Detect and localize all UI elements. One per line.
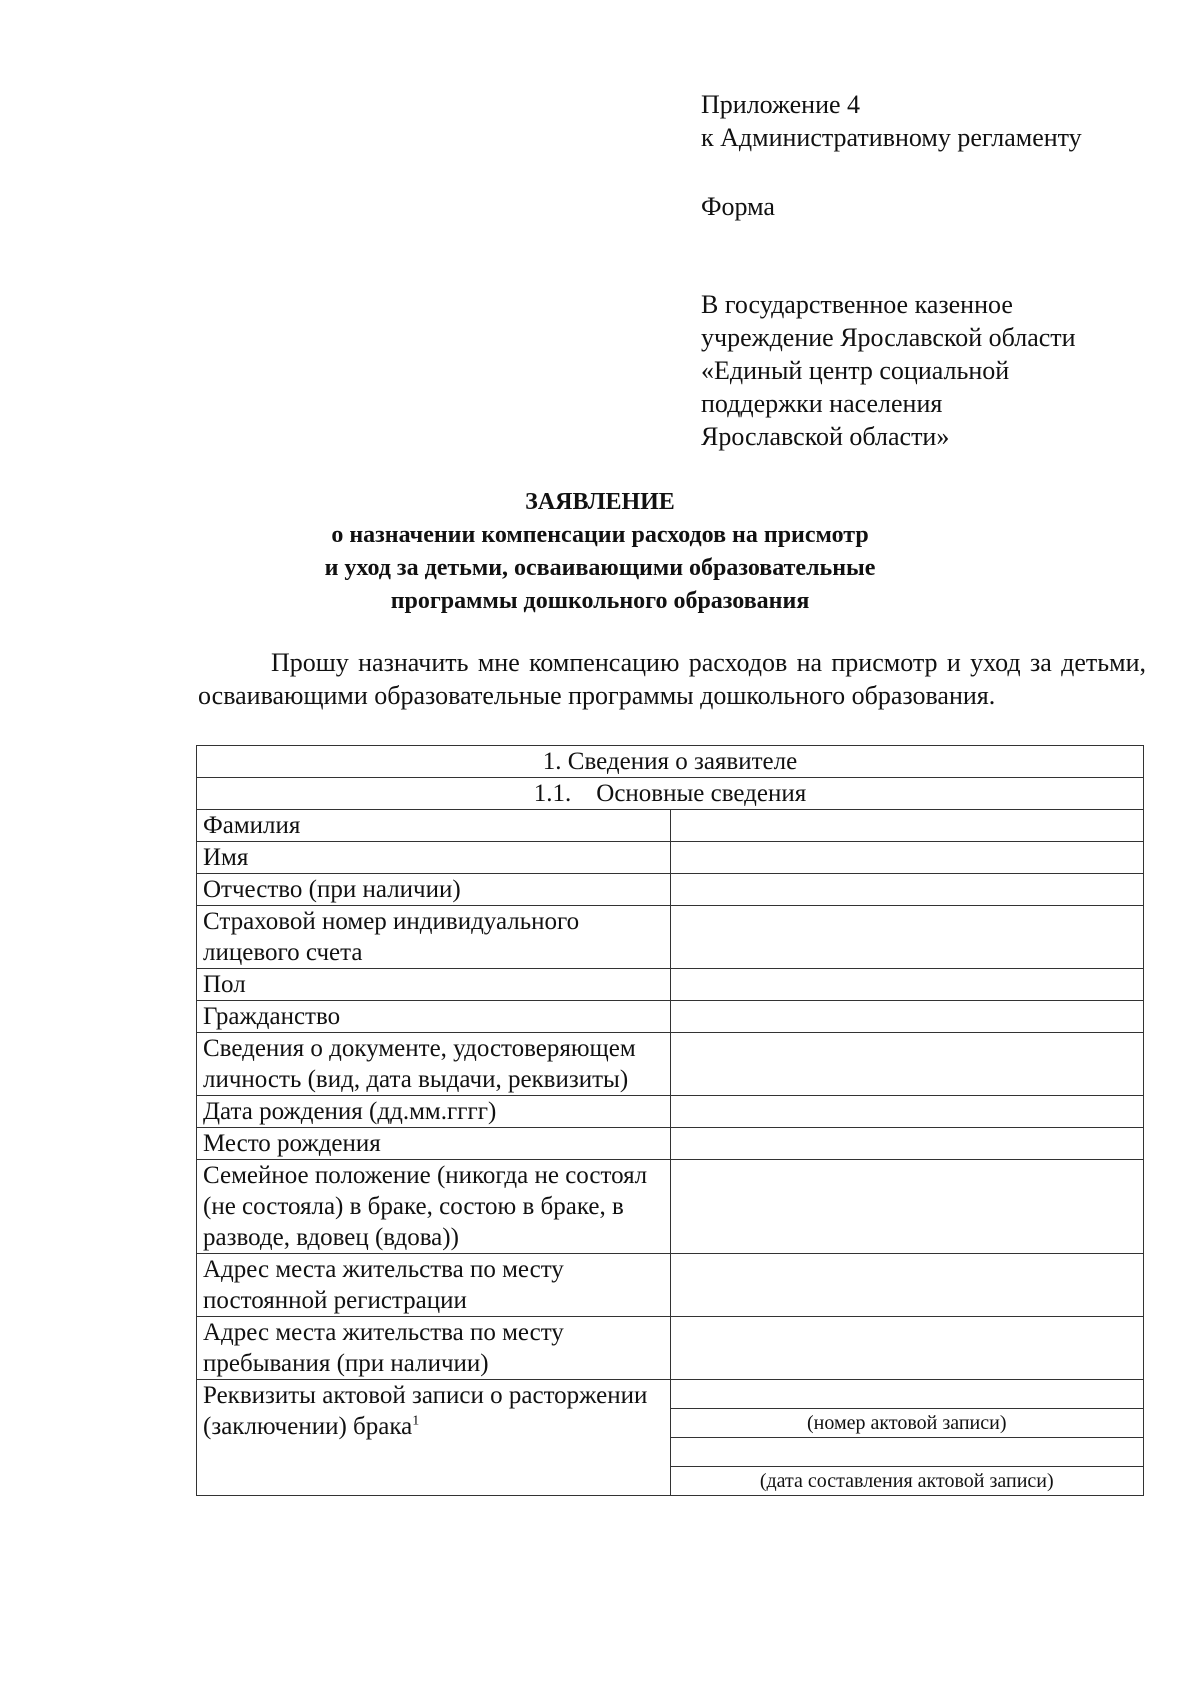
applicant-info-table (196, 745, 1144, 1496)
table-row (197, 778, 1144, 810)
appendix-number: Приложение 4 (701, 90, 861, 119)
appendix-regulation: к Административному регламенту (701, 123, 1082, 152)
marriage-record-label (197, 1380, 671, 1496)
field-value[interactable] (670, 1033, 1144, 1096)
field-value[interactable] (670, 874, 1144, 906)
request-paragraph: Прошу назначить мне компенсацию расходов на присмотр и уход за детьми, осваивающими образовательные программы дошкольного образования. (198, 648, 1146, 710)
field-value[interactable] (670, 1160, 1144, 1254)
field-label: Имя (197, 842, 671, 874)
table-row (197, 842, 1144, 874)
field-label: Адрес места жительства по месту пребывания (при наличии) (197, 1317, 671, 1380)
record-date-field[interactable] (670, 1438, 1144, 1467)
record-number-field[interactable] (670, 1380, 1144, 1409)
field-label: Пол (197, 969, 671, 1001)
table-row (197, 1001, 1144, 1033)
document-title (180, 486, 1020, 618)
field-value[interactable] (670, 906, 1144, 969)
record-date-caption: (дата составления актовой записи) (670, 1467, 1144, 1496)
field-value[interactable] (670, 1096, 1144, 1128)
field-label: Гражданство (197, 1001, 671, 1033)
table-row (197, 1128, 1144, 1160)
table-row (197, 1380, 1144, 1409)
table-row (197, 969, 1144, 1001)
addressee-line: учреждение Ярославской области (701, 323, 1076, 352)
table-row (197, 874, 1144, 906)
field-label: Сведения о документе, удостоверяющем личность (вид, дата выдачи, реквизиты) (197, 1033, 671, 1096)
title-heading: ЗАЯВЛЕНИЕ (525, 489, 675, 515)
field-label: Реквизиты актовой записи о расторжении (заключении) брака (203, 1382, 648, 1440)
field-label: Дата рождения (дд.мм.гггг) (197, 1096, 671, 1128)
title-line: и уход за детьми, осваивающими образовательные (324, 555, 876, 581)
field-value[interactable] (670, 1254, 1144, 1317)
field-value[interactable] (670, 810, 1144, 842)
form-label: Форма (701, 192, 775, 221)
addressee-line: В государственное казенное (701, 290, 1013, 319)
field-label: Отчество (при наличии) (197, 874, 671, 906)
field-value[interactable] (670, 1128, 1144, 1160)
field-label: Место рождения (197, 1128, 671, 1160)
record-number-caption: (номер актовой записи) (670, 1409, 1144, 1438)
table-row (197, 1096, 1144, 1128)
table-row (197, 810, 1144, 842)
addressee-line: поддержки населения (701, 389, 943, 418)
title-line: о назначении компенсации расходов на присмотр (331, 522, 869, 548)
field-value[interactable] (670, 969, 1144, 1001)
section-title: 1. Сведения о заявителе (197, 746, 1144, 778)
table-row (197, 1160, 1144, 1254)
table-row (197, 1317, 1144, 1380)
footnote-marker: 1 (412, 1413, 420, 1429)
addressee-line: Ярославской области» (701, 422, 950, 451)
addressee-block (701, 288, 1181, 453)
table-row (197, 746, 1144, 778)
field-label: Фамилия (197, 810, 671, 842)
title-line: программы дошкольного образования (390, 588, 810, 614)
field-value[interactable] (670, 842, 1144, 874)
field-value[interactable] (670, 1001, 1144, 1033)
appendix-reference (701, 88, 1181, 154)
table-row (197, 1033, 1144, 1096)
field-label: Страховой номер индивидуального лицевого счета (197, 906, 671, 969)
field-label: Семейное положение (никогда не состоял (не состояла) в браке, состою в браке, в разводе, вдовец (вдова)) (197, 1160, 671, 1254)
table-row (197, 906, 1144, 969)
subsection-title: 1.1. Основные сведения (197, 778, 1144, 810)
field-value[interactable] (670, 1317, 1144, 1380)
table-row (197, 1254, 1144, 1317)
addressee-line: «Единый центр социальной (701, 356, 1010, 385)
field-label: Адрес места жительства по месту постоянной регистрации (197, 1254, 671, 1317)
